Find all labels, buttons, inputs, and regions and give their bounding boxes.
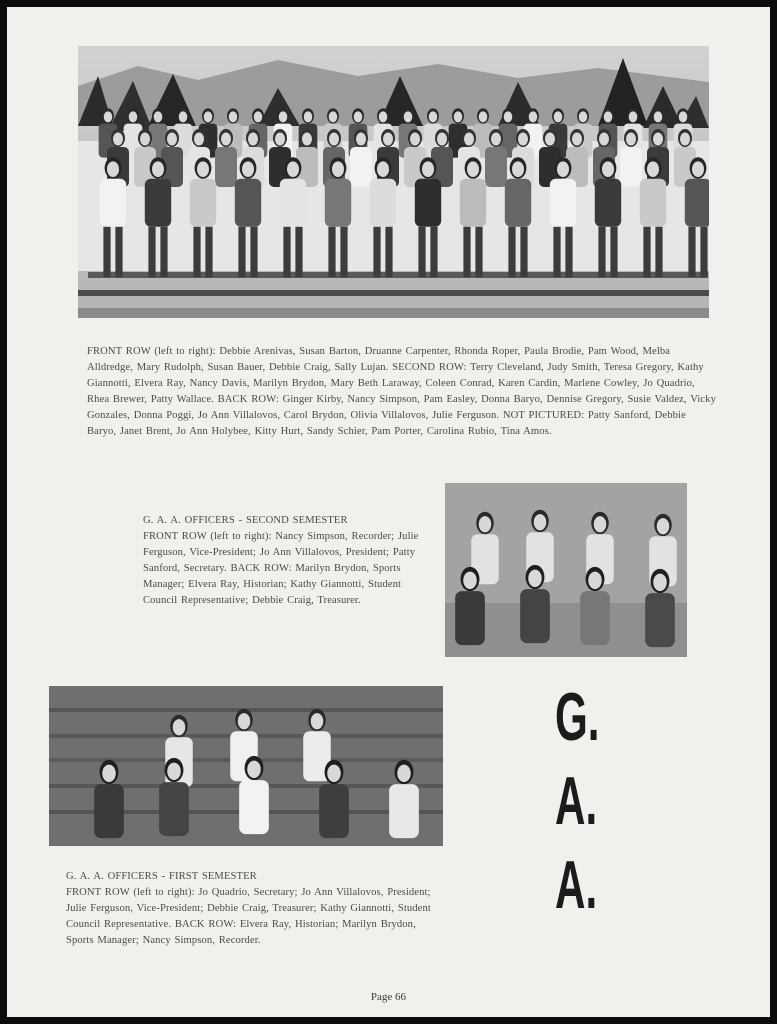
first-semester-caption	[66, 869, 444, 949]
second-semester-caption	[143, 513, 427, 610]
first-semester-officers-photo	[49, 686, 443, 846]
second-semester-officers-photo	[445, 483, 687, 657]
team-photo-caption	[87, 344, 717, 441]
second-semester-title: G. A. A. OFFICERS - SECOND SEMESTER	[143, 515, 348, 526]
page-number: Page 66	[370, 991, 407, 1003]
yearbook-page	[7, 7, 770, 1017]
heading-letter-a1: A.	[555, 763, 598, 839]
first-semester-text: FRONT ROW (left to right): Jo Quadrio, Secretary; Jo Ann Villalovos, President; Julie Ferguson, Vice-President; Debbie Craig, Treasurer; Kathy Giannotti, Student Council Representative. BACK ROW: Elvera Ray, Historian; Marilyn Brydon, Sports Manager; Nancy Simpson, Recorder.	[66, 887, 431, 947]
heading-letter-g: G.	[555, 679, 600, 755]
team-caption-text: FRONT ROW (left to right): Debbie Arenivas, Susan Barton, Druanne Carpenter, Rhonda Roper, Paula Brodie, Pam Wood, Melba Alldredge, Mary Rudolph, Susan Bauer, Debbie Craig, Sally Lujan. SECOND ROW: Terry Cleveland, Judy Smith, Teresa Gregory, Kathy Giannotti, Elvera Ray, Nancy Davis, Marilyn Brydon, Mary Beth Laraway, Coleen Conrad, Karen Cardin, Marlene Cowley, Jo Quadrio, Rhea Brewer, Patty Wallace. BACK ROW: Ginger Kirby, Nancy Simpson, Pam Easley, Donna Baryo, Dennise Gregory, Susie Valdez, Vicky Gonzales, Donna Poggi, Jo Ann Villalovos, Carol Brydon, Olivia Villalovos, Julie Ferguson. NOT PICTURED: Patty Sanford, Debbie Baryo, Janet Brent, Jo Ann Holybee, Kitty Hurt, Sandy Schier, Pam Porter, Carolina Rubio, Tina Amos.	[87, 346, 716, 438]
first-semester-title: G. A. A. OFFICERS - FIRST SEMESTER	[66, 871, 257, 882]
second-semester-text: FRONT ROW (left to right): Nancy Simpson, Recorder; Julie Ferguson, Vice-President; Jo Ann Villalovos, President; Patty Sanford, Secretary. BACK ROW: Marilyn Brydon, Sports Manager; Elvera Ray, Historian; Kathy Giannotti, Student Council Representative; Debbie Craig, Treasurer.	[143, 531, 419, 607]
gaa-section-heading	[555, 675, 605, 927]
heading-letter-a2: A.	[555, 847, 598, 923]
team-group-photo	[78, 46, 709, 318]
